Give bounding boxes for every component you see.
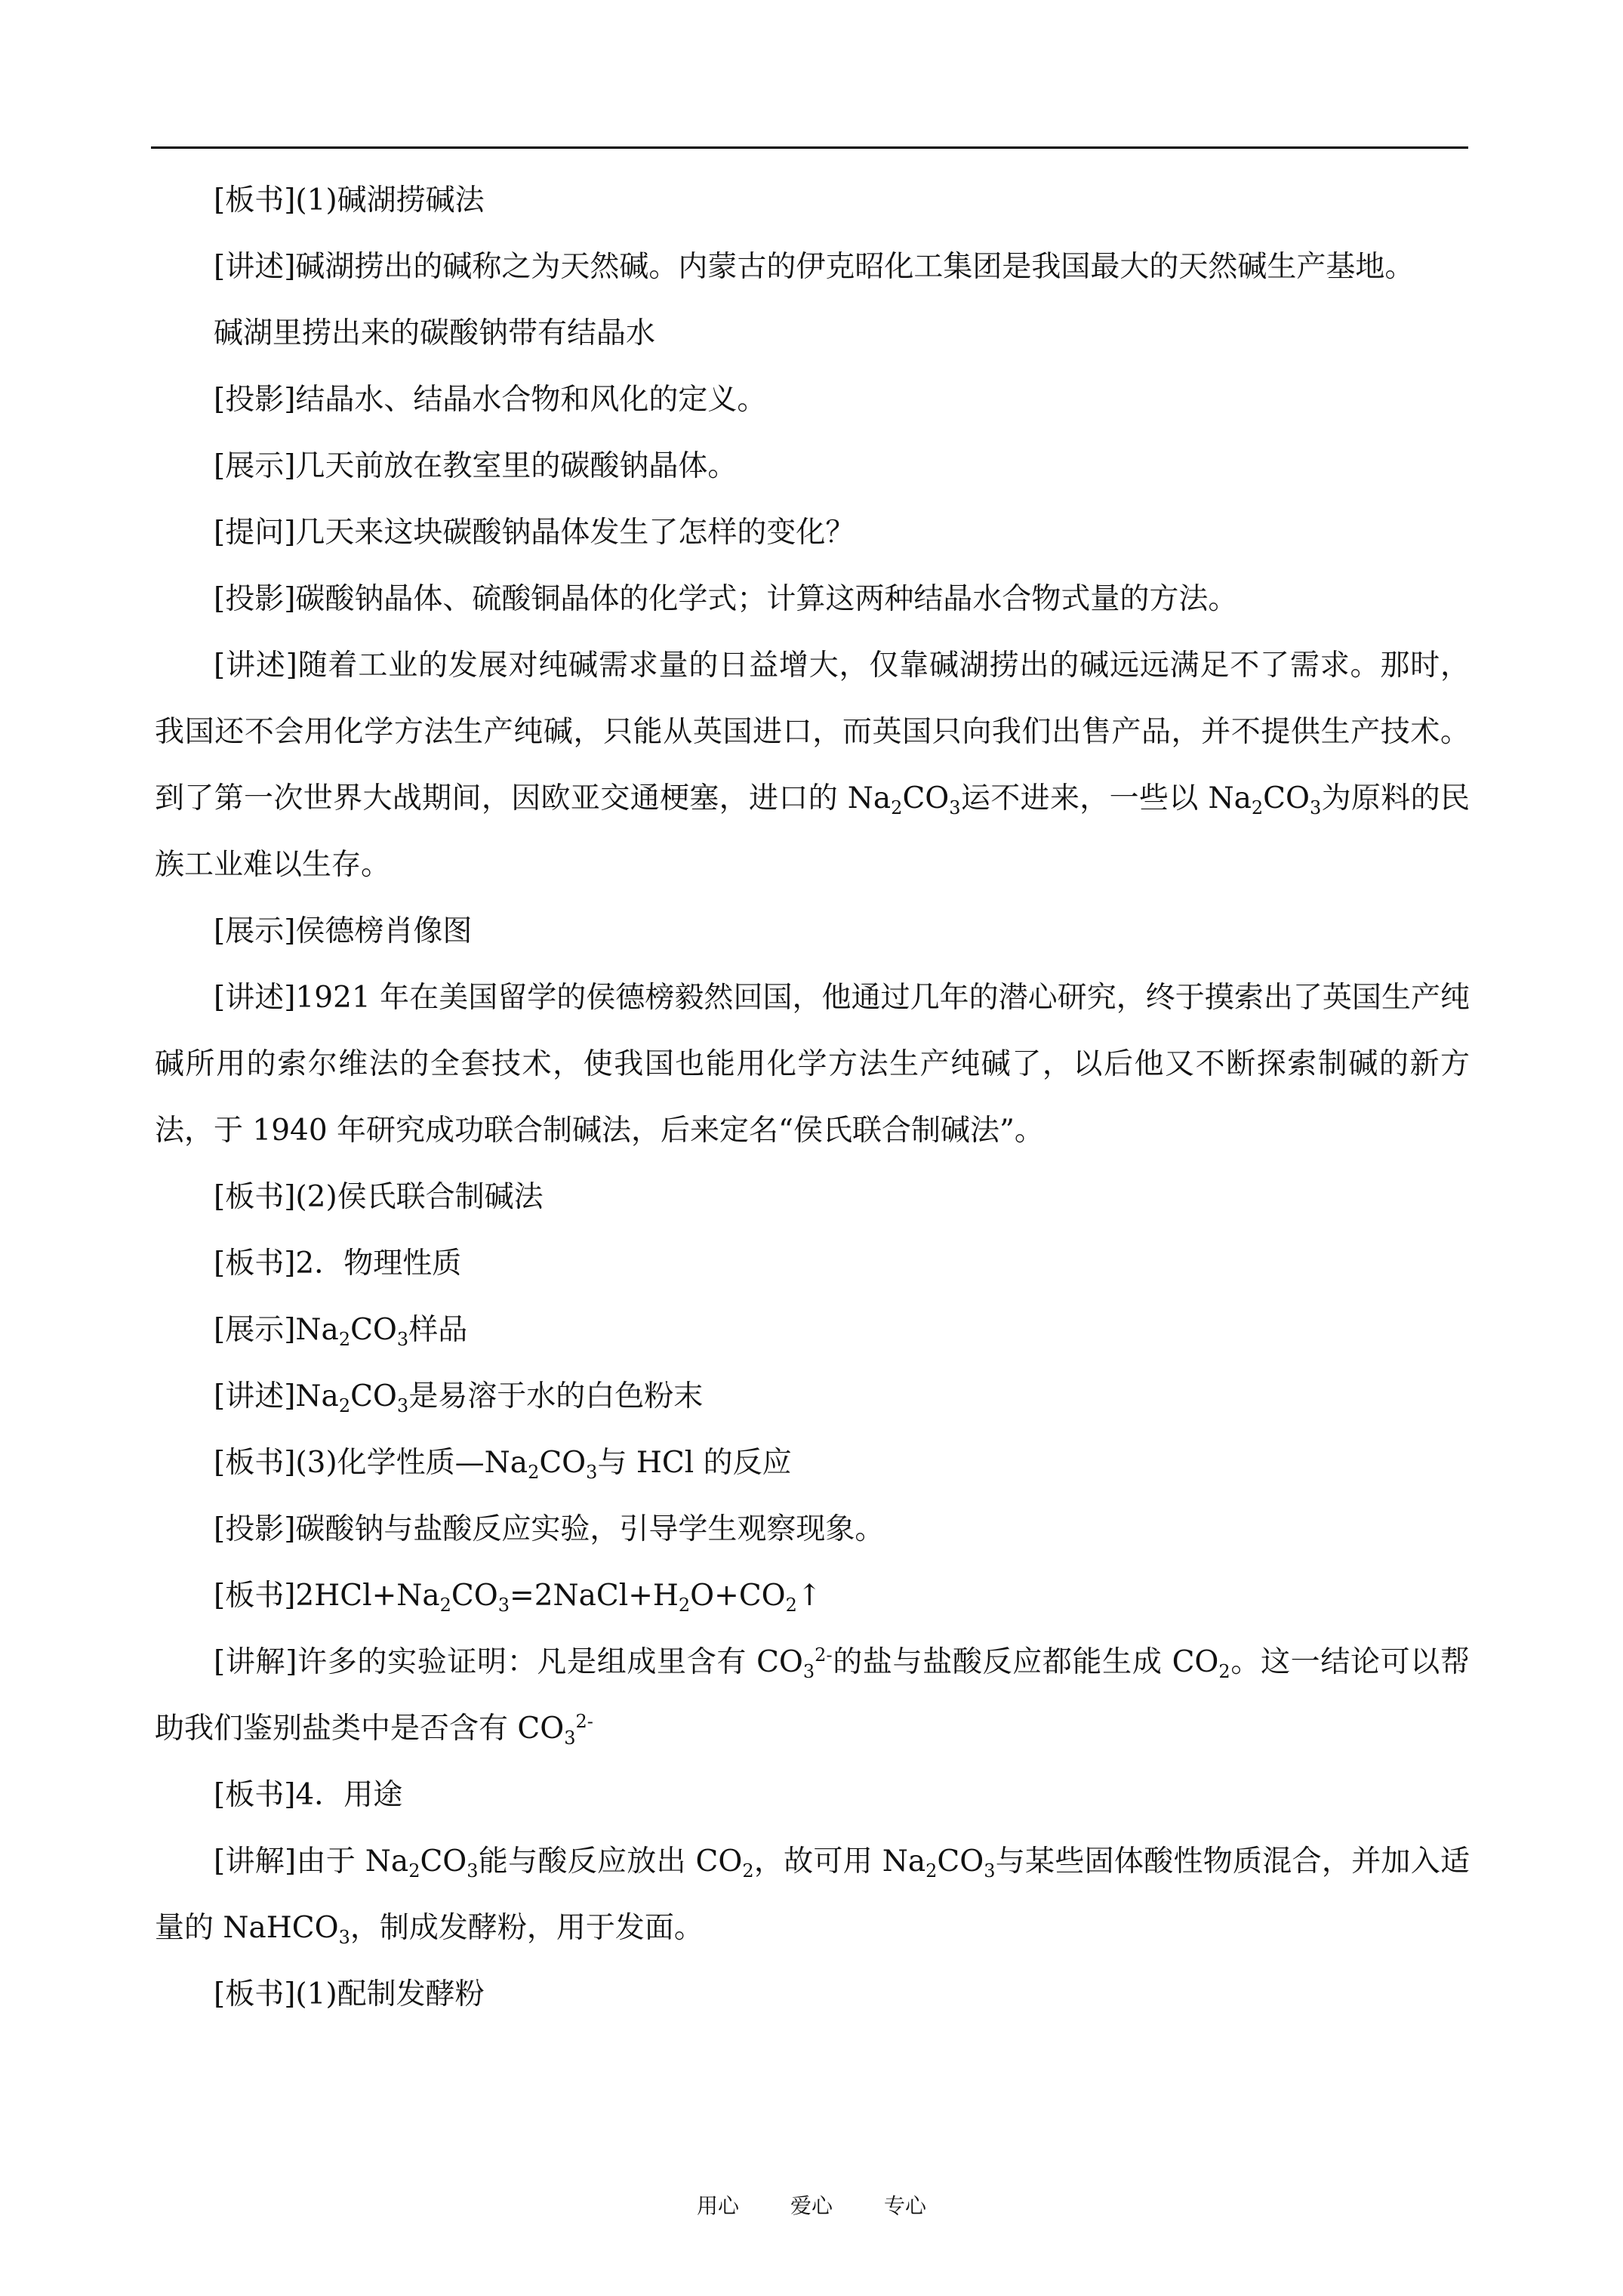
document-body: [155, 168, 1470, 2028]
text-run: 与某些固体酸性物质混合，并加入适量的 NaHCO: [155, 1845, 1470, 1945]
text-run: 碱湖里捞出来的碳酸钠带有结晶水: [214, 316, 656, 350]
superscript: 2-: [575, 1711, 593, 1732]
text-run: [讲述]碱湖捞出的碱称之为天然碱。内蒙古的伊克昭化工集团是我国最大的天然碱生产基地。: [214, 250, 1415, 284]
text-run: CO: [350, 1379, 397, 1413]
subscript: 2: [1251, 797, 1264, 818]
footer-text: 用心: [696, 2193, 739, 2218]
subscript: 3: [984, 1860, 996, 1881]
text-run: 运不进来，一些以 Na: [960, 781, 1252, 815]
text-run: [提问]几天来这块碳酸钠晶体发生了怎样的变化？: [214, 516, 855, 550]
text-run: CO: [451, 1579, 498, 1613]
subscript: 3: [564, 1727, 576, 1749]
text-run: =2NaCl+H: [510, 1579, 679, 1613]
subscript: 3: [396, 1329, 409, 1350]
paragraph: [155, 1563, 1470, 1629]
text-run: [展示]侯德榜肖像图: [214, 914, 473, 948]
text-run: [展示]Na: [214, 1313, 339, 1347]
text-run: O+CO: [690, 1579, 786, 1613]
header-rule: [151, 146, 1468, 149]
subscript: 2: [338, 1395, 351, 1416]
subscript: 2: [785, 1595, 797, 1616]
text-run: 是易溶于水的白色粉末: [408, 1379, 704, 1413]
text-run: [板书]4．用途: [214, 1778, 403, 1812]
paragraph: [155, 1762, 1470, 1829]
text-run: 为原料的民族工业难以生存。: [155, 781, 1470, 882]
text-run: [板书](3)化学性质—Na: [214, 1446, 528, 1480]
text-run: 与 HCl 的反应: [597, 1446, 792, 1480]
text-run: [投影]结晶水、结晶水合物和风化的定义。: [214, 383, 767, 417]
subscript: 2: [891, 797, 903, 818]
superscript: 2-: [815, 1644, 833, 1666]
footer-text: 专心: [884, 2193, 927, 2218]
paragraph: [155, 633, 1470, 898]
subscript: 3: [586, 1462, 598, 1483]
subscript: 2: [1218, 1661, 1230, 1682]
subscript: 3: [338, 1927, 350, 1948]
text-run: [讲解]许多的实验证明：凡是组成里含有 CO: [214, 1645, 803, 1679]
paragraph: [155, 500, 1470, 566]
text-run: [板书](1)配制发酵粉: [214, 1977, 485, 2011]
text-run: 能与酸反应放出 CO: [478, 1845, 743, 1878]
page-footer: [0, 2190, 1623, 2220]
paragraph: [155, 898, 1470, 965]
text-run: 。这一结论可以帮助我们鉴别盐类中是否含有 CO: [155, 1645, 1470, 1746]
subscript: 2: [678, 1595, 691, 1616]
paragraph: [155, 1629, 1470, 1762]
text-run: [板书]2．物理性质: [214, 1247, 462, 1281]
paragraph: [155, 1231, 1470, 1297]
paragraph: [155, 1364, 1470, 1430]
subscript: 2: [742, 1860, 754, 1881]
footer-text: 爱心: [790, 2193, 833, 2218]
text-run: [板书](1)碱湖捞碱法: [214, 183, 485, 217]
paragraph: [155, 433, 1470, 500]
subscript: 3: [1309, 797, 1322, 818]
paragraph: [155, 367, 1470, 433]
subscript: 2: [528, 1462, 540, 1483]
text-run: [板书]2HCl+Na: [214, 1579, 440, 1613]
subscript: 3: [949, 797, 961, 818]
text-run: [讲述]1921 年在美国留学的侯德榜毅然回国，他通过几年的潜心研究，终于摸索出了英国生产纯碱所用的索尔维法的全套技术，使我国也能用化学方法生产纯碱了，以后他又不断探索制碱的新方法，于 1940 年研究成功联合制碱法，后来定名“侯氏联合制碱法”。: [155, 981, 1470, 1148]
text-run: [投影]碳酸钠晶体、硫酸铜晶体的化学式；计算这两种结晶水合物式量的方法。: [214, 582, 1238, 616]
text-run: [讲述]随着工业的发展对纯碱需求量的日益增大，仅靠碱湖捞出的碱远远满足不了需求。那时，我国还不会用化学方法生产纯碱，只能从英国进口，而英国只向我们出售产品，并不提供生产技术。到了第一次世界大战期间，因欧亚交通梗塞，进口的 Na: [155, 649, 1470, 815]
text-run: [板书](2)侯氏联合制碱法: [214, 1180, 544, 1214]
text-run: [讲解]由于 Na: [214, 1845, 409, 1878]
text-run: ，制成发酵粉，用于发面。: [350, 1911, 704, 1945]
text-run: 的盐与盐酸反应都能生成 CO: [832, 1645, 1219, 1679]
subscript: 3: [396, 1395, 409, 1416]
paragraph: [155, 1164, 1470, 1231]
text-run: CO: [350, 1313, 397, 1347]
paragraph: [155, 168, 1470, 234]
paragraph: [155, 1962, 1470, 2028]
text-run: ↑: [796, 1579, 822, 1613]
subscript: 2: [408, 1860, 420, 1881]
text-run: CO: [539, 1446, 587, 1480]
subscript: 2: [439, 1595, 451, 1616]
text-run: CO: [1263, 781, 1310, 815]
text-run: CO: [937, 1845, 984, 1878]
text-run: [展示]几天前放在教室里的碳酸钠晶体。: [214, 449, 738, 483]
subscript: 2: [338, 1329, 351, 1350]
subscript: 2: [925, 1860, 938, 1881]
paragraph: [155, 1430, 1470, 1496]
text-run: 样品: [408, 1313, 468, 1347]
paragraph: [155, 1297, 1470, 1364]
paragraph: [155, 300, 1470, 367]
paragraph: [155, 1829, 1470, 1962]
text-run: [投影]碳酸钠与盐酸反应实验，引导学生观察现象。: [214, 1512, 885, 1546]
subscript: 3: [497, 1595, 510, 1616]
text-run: [讲述]Na: [214, 1379, 339, 1413]
text-run: CO: [420, 1845, 467, 1878]
paragraph: [155, 234, 1470, 300]
text-run: ，故可用 Na: [753, 1845, 926, 1878]
subscript: 3: [802, 1661, 815, 1682]
subscript: 3: [467, 1860, 479, 1881]
paragraph: [155, 1496, 1470, 1563]
paragraph: [155, 566, 1470, 633]
paragraph: [155, 965, 1470, 1164]
text-run: CO: [902, 781, 950, 815]
